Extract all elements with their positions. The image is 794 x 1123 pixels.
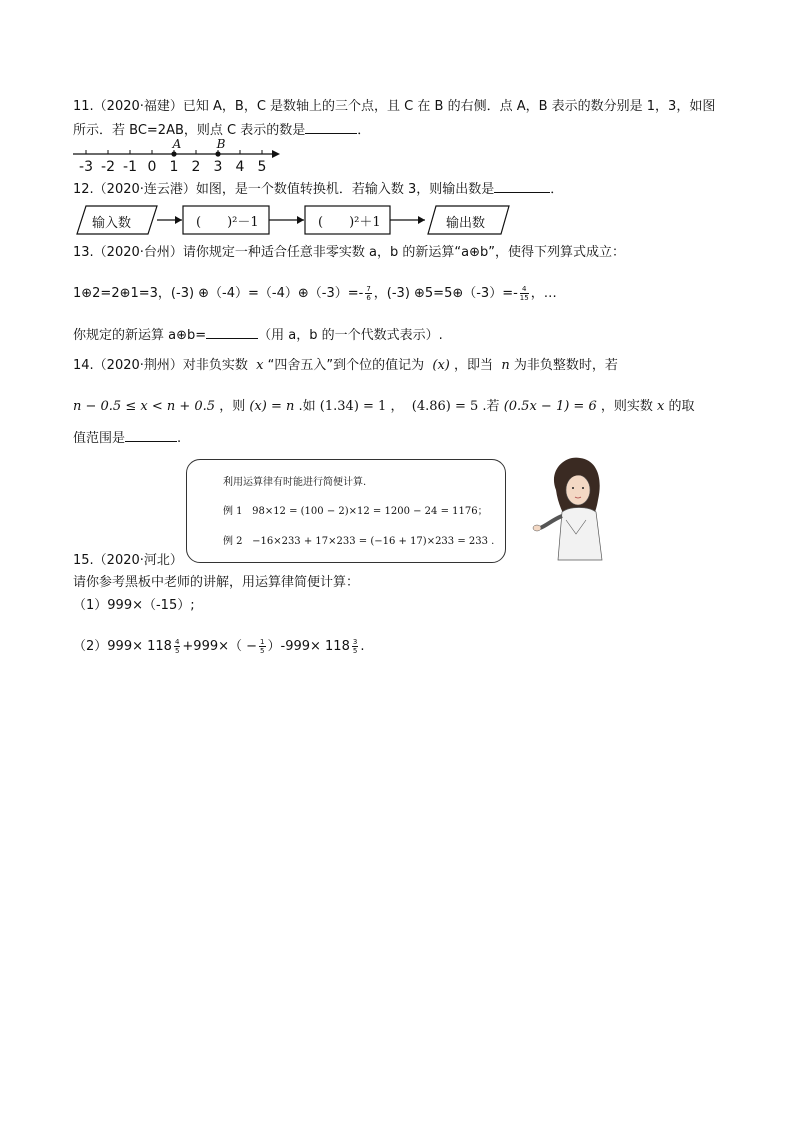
q13-eq-c: ，… — [530, 286, 557, 301]
board-example-2: 例 2 −16×233 + 17×233 = (−16 + 17)×233 = 233 . — [223, 536, 495, 547]
box2-expr: ( )²＋1 — [318, 215, 381, 230]
q13-eq-a: 1⊕2=2⊕1=3，(-3) ⊕（-4）=（-4）⊕（-3）=- — [73, 286, 364, 301]
q11-end: ． — [357, 123, 371, 138]
output-label: 输出数 — [446, 216, 486, 231]
q14-line1: 14.（2020·荆州）对非负实数 x “四舍五入”到个位的值记为 (x) ，即当 n 为非负整数时，若 — [73, 358, 618, 373]
point-label-a: A — [172, 137, 182, 151]
board-example-1: 例 1 98×12 = (100 − 2)×12 = 1200 − 24 = 1176； — [223, 506, 488, 517]
q11-text: 所示．若 BC=2AB，则点 C 表示的数是 — [73, 123, 306, 138]
tick-label: 1 — [169, 159, 179, 175]
fraction-3-5: $\frac{3}{5}$ — [352, 638, 358, 655]
fraction-4-15: $\frac{4}{15}$ — [519, 285, 529, 302]
q13-text: 你规定的新运算 a⊕b= — [73, 328, 207, 343]
box1-expr: ( )²－1 — [196, 215, 259, 230]
fraction-7-6: $\frac{7}{6}$ — [366, 285, 371, 302]
tick-label: -2 — [101, 159, 115, 175]
tick-label: 5 — [257, 159, 267, 175]
q12-text: 12.（2020·连云港）如图，是一个数值转换机．若输入数 3，则输出数是 — [73, 182, 495, 197]
fraction-1-5: $\frac{1}{5}$ — [260, 638, 265, 655]
q11-line1: 11.（2020·福建）已知 A，B，C 是数轴上的三个点，且 C 在 B 的右侧．点 A，B 表示的数分别是 1，3，如图 — [73, 99, 716, 114]
tick-label: -1 — [123, 159, 137, 175]
q15-part2: （2）999× 118 $\frac{4}{5}$ +999×（ − $\frac{1}{5}$ ）-999× 118 $\frac{3}{5}$ . — [73, 638, 365, 655]
point-label-b: B — [216, 137, 226, 151]
tick-label: -3 — [79, 159, 93, 175]
q14-text: 值范围是 — [73, 431, 126, 446]
board-title: 利用运算律有时能进行简便计算. — [223, 477, 367, 488]
q14-end: . — [177, 431, 182, 446]
q15-intro: 请你参考黑板中老师的讲解，用运算律简便计算： — [73, 575, 360, 590]
q12-end: ． — [550, 182, 564, 197]
q13-end: （用 a，b 的一个代数式表示）. — [258, 328, 443, 343]
tick-label: 4 — [235, 159, 245, 175]
q13-line1: 13.（2020·台州）请你规定一种适合任意非零实数 a，b 的新运算“a⊕b”，使得下列算式成立： — [73, 245, 625, 260]
tick-label: 0 — [147, 159, 157, 175]
q15-head: 15.（2020·河北） — [73, 553, 183, 568]
q15-part1: （1）999×（-15）; — [73, 598, 195, 613]
fraction-4-5: $\frac{4}{5}$ — [174, 638, 180, 655]
tick-label: 3 — [213, 159, 223, 175]
tick-label: 2 — [191, 159, 201, 175]
q13-eq-b: ，(-3) ⊕5=5⊕（-3）=- — [373, 286, 518, 301]
input-label: 输入数 — [92, 216, 132, 231]
q14-line2: n − 0.5 ≤ x < n + 0.5 ，则 (x) = n .如 (1.34) = 1 ， (4.86) = 5 .若 (0.5x − 1) = 6 ，则实数 x 的取 — [73, 399, 695, 414]
